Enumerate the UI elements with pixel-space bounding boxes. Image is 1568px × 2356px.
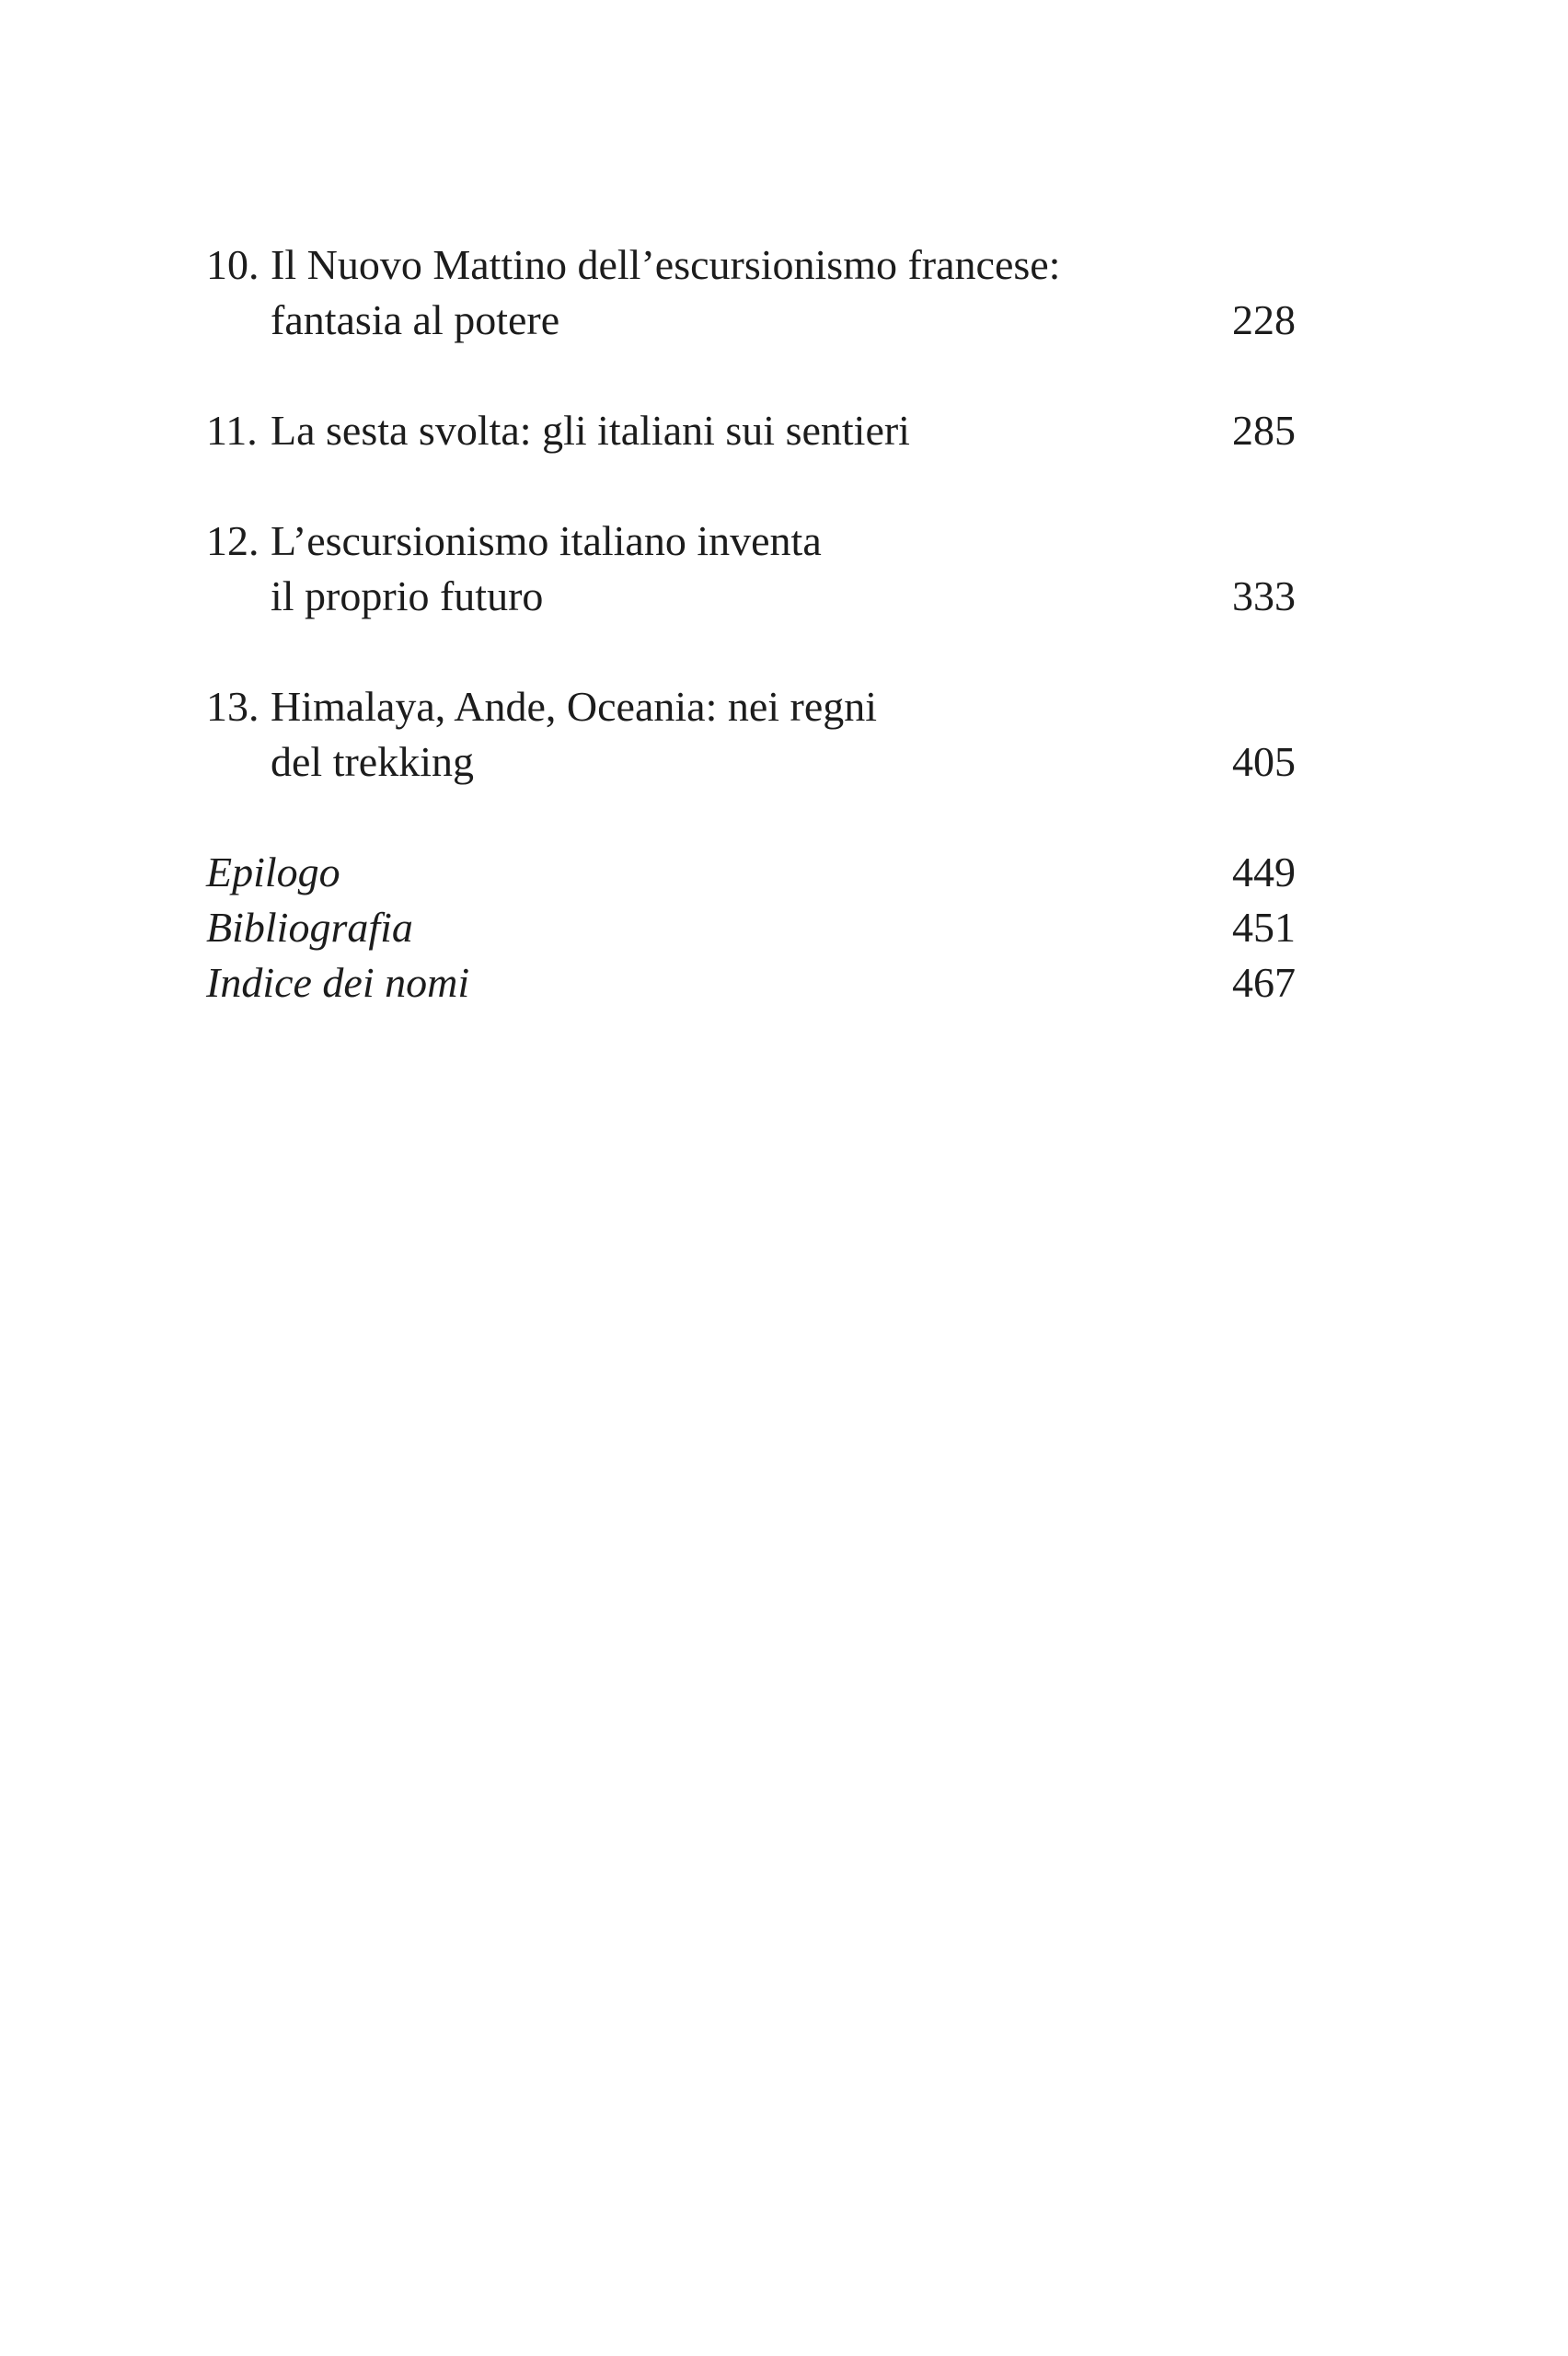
toc-entry-line [206,237,1296,293]
page-number: 285 [1232,407,1296,454]
backmatter-list [206,845,1296,1011]
toc-entry-line [206,403,1296,458]
backmatter-title: Bibliografia [206,904,413,951]
page-number: 451 [1232,904,1296,951]
page-number: 333 [1232,572,1296,619]
toc-entry-bibliografia[interactable] [206,900,1296,955]
chapter-number: 10. [206,241,259,288]
chapter-title-line-2: del trekking [271,738,474,785]
page-number: 228 [1232,296,1296,343]
page-number: 467 [1232,959,1296,1006]
toc-entry-chapter-13[interactable] [206,679,1296,790]
backmatter-title: Indice dei nomi [206,959,470,1006]
chapter-number: 11. [206,407,258,454]
table-of-contents [206,237,1296,1011]
chapter-title-line-2: il proprio futuro [271,572,544,619]
toc-entry-chapter-10[interactable] [206,237,1296,348]
toc-entry-line [206,734,1296,790]
chapter-title-line-1: Himalaya, Ande, Oceania: nei regni [271,683,878,730]
toc-entry-chapter-11[interactable] [206,403,1296,458]
toc-entry-line [206,679,1296,734]
page-number: 449 [1232,849,1296,895]
toc-entry-line [206,293,1296,348]
toc-entry-chapter-12[interactable] [206,514,1296,624]
toc-entry-line [206,569,1296,624]
toc-entry-title [206,403,910,458]
chapter-number: 13. [206,683,259,730]
chapter-number: 12. [206,517,259,564]
toc-entry-indice-dei-nomi[interactable] [206,955,1296,1011]
toc-entry-line [206,514,1296,569]
toc-entry-title [206,679,877,734]
chapter-title-line-2: fantasia al potere [271,296,560,343]
page-number: 405 [1232,738,1296,785]
toc-entry-title [206,514,822,569]
chapter-title-line-1: La sesta svolta: gli italiani sui sentieri [271,407,910,454]
toc-entry-epilogo[interactable] [206,845,1296,900]
toc-entry-title [206,237,1060,293]
chapter-title-line-1: Il Nuovo Mattino dell’escursionismo francese: [271,241,1061,288]
chapter-title-line-1: L’escursionismo italiano inventa [271,517,822,564]
backmatter-title: Epilogo [206,849,340,895]
